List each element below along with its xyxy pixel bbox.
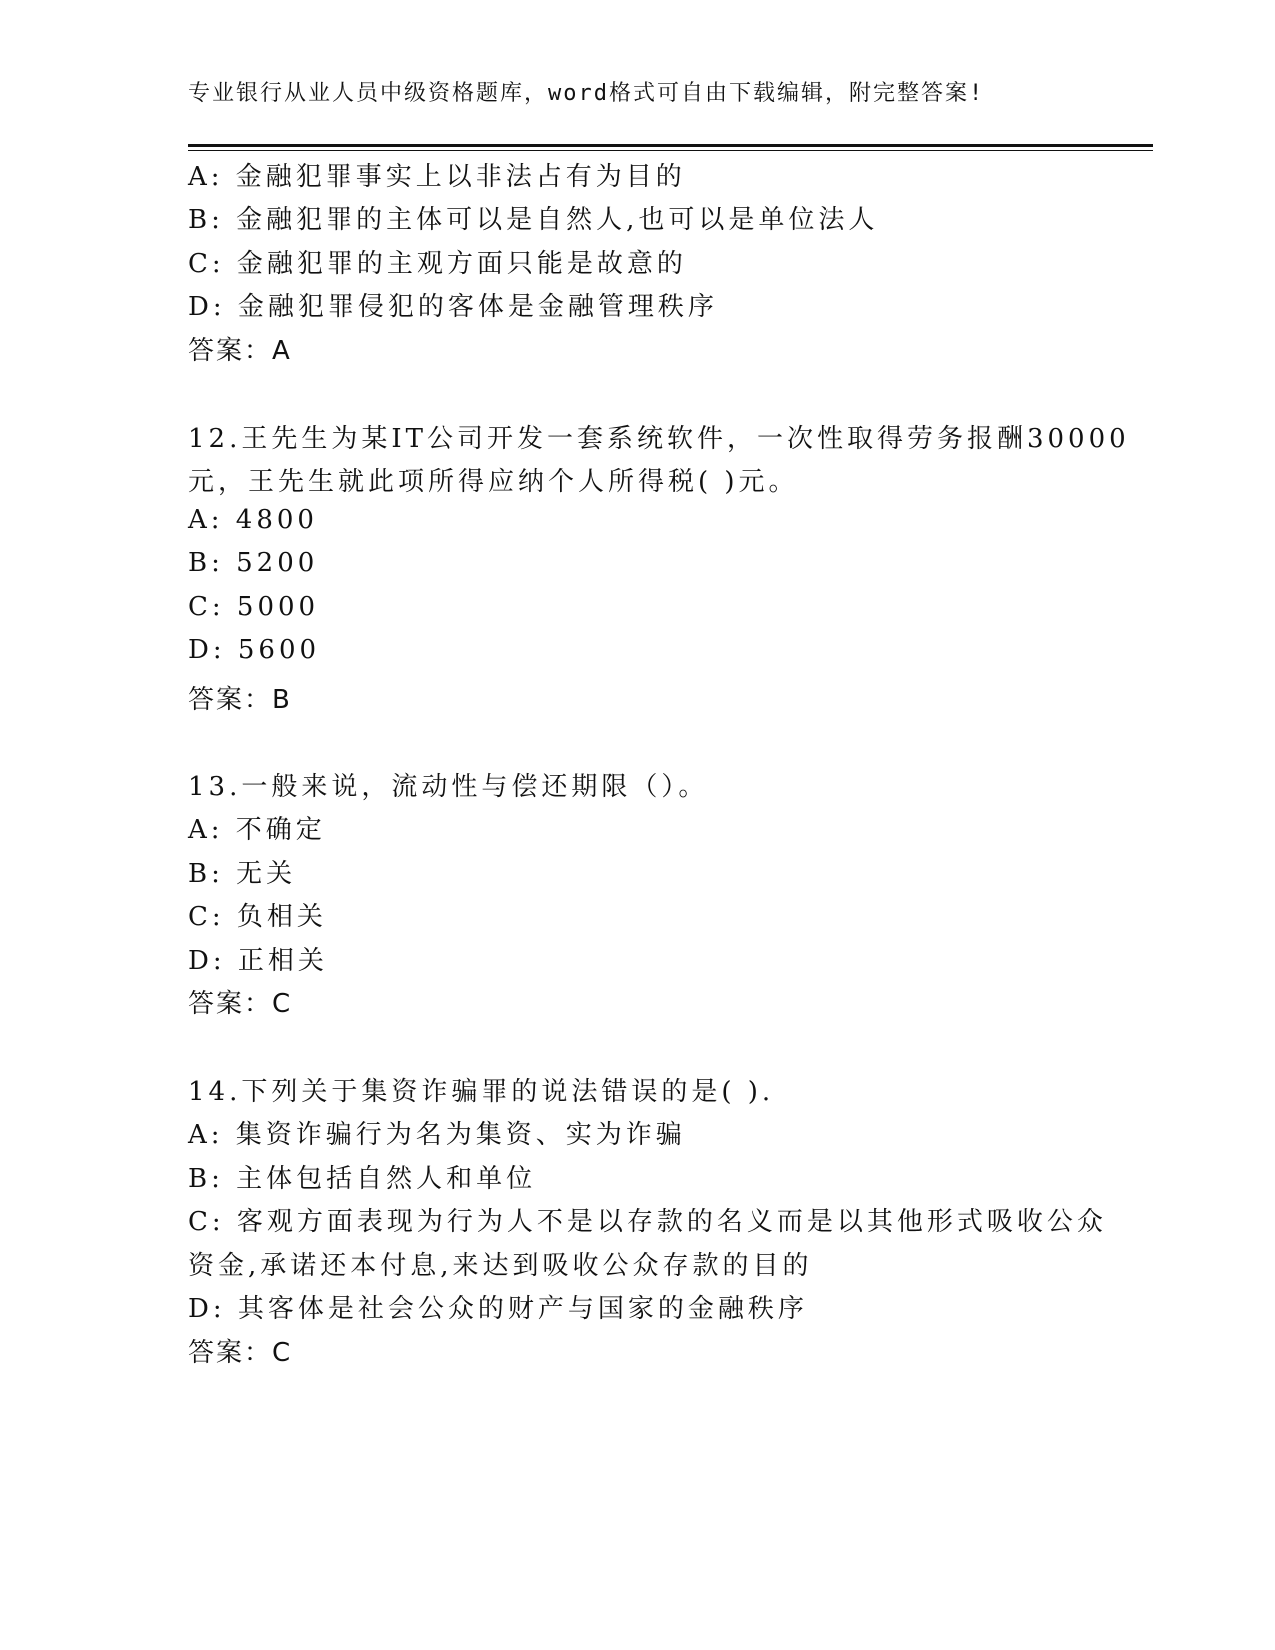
page-header: 专业银行从业人员中级资格题库，word格式可自由下载编辑，附完整答案! <box>188 81 985 106</box>
q11-option-b: B: 金融犯罪的主体可以是自然人,也可以是单位法人 <box>188 205 879 235</box>
q11-option-c: C: 金融犯罪的主观方面只能是故意的 <box>188 249 687 279</box>
q12-answer: 答案：B <box>188 685 292 715</box>
q13-option-a: A: 不确定 <box>188 815 326 845</box>
q11-answer: 答案：A <box>188 336 292 366</box>
q13-option-b: B: 无关 <box>188 859 297 889</box>
q12-option-d: D: 5600 <box>188 635 321 665</box>
q12-option-a: A: 4800 <box>188 505 318 535</box>
header-rule-thin <box>188 150 1153 151</box>
q14-option-c-line-1: C: 客观方面表现为行为人不是以存款的名义而是以其他形式吸收公众 <box>188 1207 1107 1237</box>
q14-option-c-line-2: 资金,承诺还本付息,来达到吸收公众存款的目的 <box>188 1251 813 1281</box>
q13-option-c: C: 负相关 <box>188 902 327 932</box>
q11-option-d: D: 金融犯罪侵犯的客体是金融管理秩序 <box>188 292 718 322</box>
q12-stem-line-1: 12.王先生为某IT公司开发一套系统软件，一次性取得劳务报酬30000 <box>188 424 1130 454</box>
q12-option-b: B: 5200 <box>188 548 319 578</box>
q13-stem: 13.一般来说，流动性与偿还期限（）。 <box>188 772 709 802</box>
header-rule-thick <box>188 144 1153 147</box>
q12-stem-line-2: 元，王先生就此项所得应纳个人所得税( )元。 <box>188 467 799 497</box>
q14-answer: 答案：C <box>188 1338 293 1368</box>
q14-stem: 14.下列关于集资诈骗罪的说法错误的是( ). <box>188 1077 775 1107</box>
q12-option-c: C: 5000 <box>188 592 320 622</box>
q11-option-a: A: 金融犯罪事实上以非法占有为目的 <box>188 162 686 192</box>
q14-option-b: B: 主体包括自然人和单位 <box>188 1164 537 1194</box>
q14-option-d: D: 其客体是社会公众的财产与国家的金融秩序 <box>188 1294 808 1324</box>
q13-answer: 答案：C <box>188 989 293 1019</box>
q14-option-a: A: 集资诈骗行为名为集资、实为诈骗 <box>188 1120 686 1150</box>
q13-option-d: D: 正相关 <box>188 946 328 976</box>
